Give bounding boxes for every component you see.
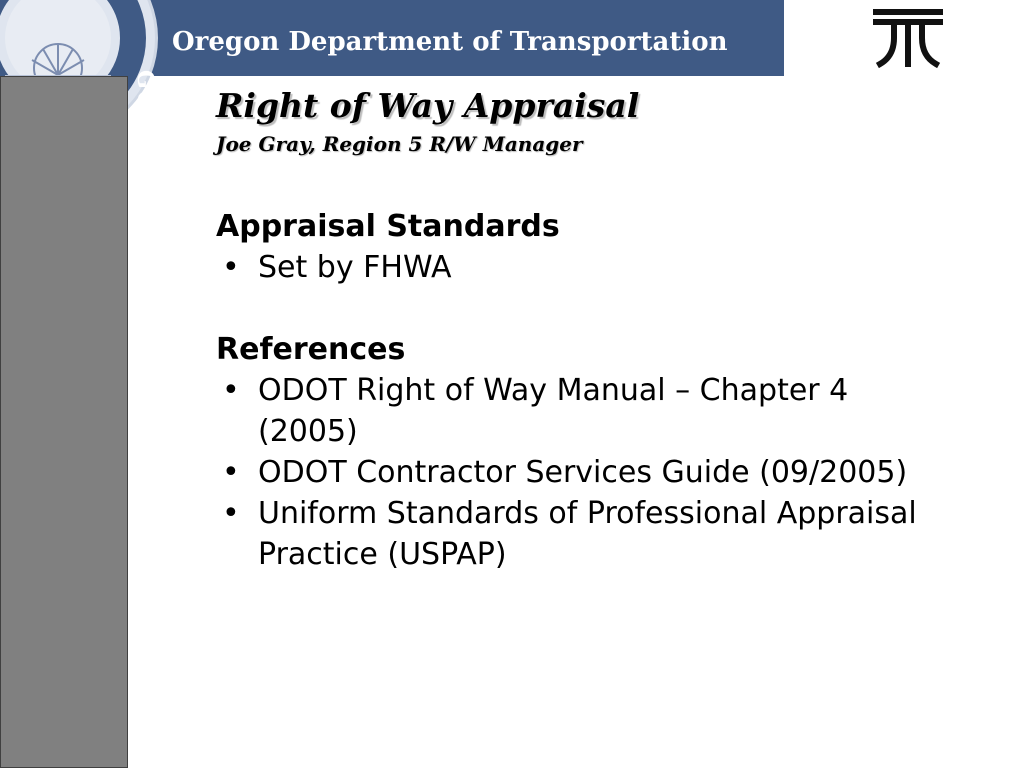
- bullet-glyph: •: [222, 250, 240, 285]
- bullet-item: [216, 247, 936, 288]
- bullet-item: [216, 493, 936, 575]
- section-heading-references: References: [216, 332, 406, 367]
- left-sidebar-bar: [0, 76, 128, 768]
- bullet-glyph: •: [222, 373, 240, 408]
- slide-content: [216, 206, 936, 575]
- odot-t-logo-icon: [872, 6, 944, 70]
- agency-name: Oregon Department of Transportation: [172, 27, 728, 57]
- bullet-item: [216, 452, 936, 493]
- bullet-glyph: •: [222, 496, 240, 531]
- bullet-text: Uniform Standards of Professional Appraisal Practice (USPAP): [258, 496, 917, 572]
- bullet-glyph: •: [222, 455, 240, 490]
- bullet-item: [216, 370, 936, 452]
- bullet-text: Set by FHWA: [258, 250, 452, 285]
- bullet-text: ODOT Contractor Services Guide (09/2005): [258, 455, 908, 490]
- slide-title: Right of Way Appraisal: [216, 86, 640, 125]
- slide-subtitle: Joe Gray, Region 5 R/W Manager: [216, 132, 583, 156]
- section-heading-appraisal-standards: Appraisal Standards: [216, 209, 560, 244]
- spacer: [216, 288, 936, 329]
- seal-text: GON: [132, 70, 158, 135]
- bullet-text: ODOT Right of Way Manual – Chapter 4 (2005): [258, 373, 849, 449]
